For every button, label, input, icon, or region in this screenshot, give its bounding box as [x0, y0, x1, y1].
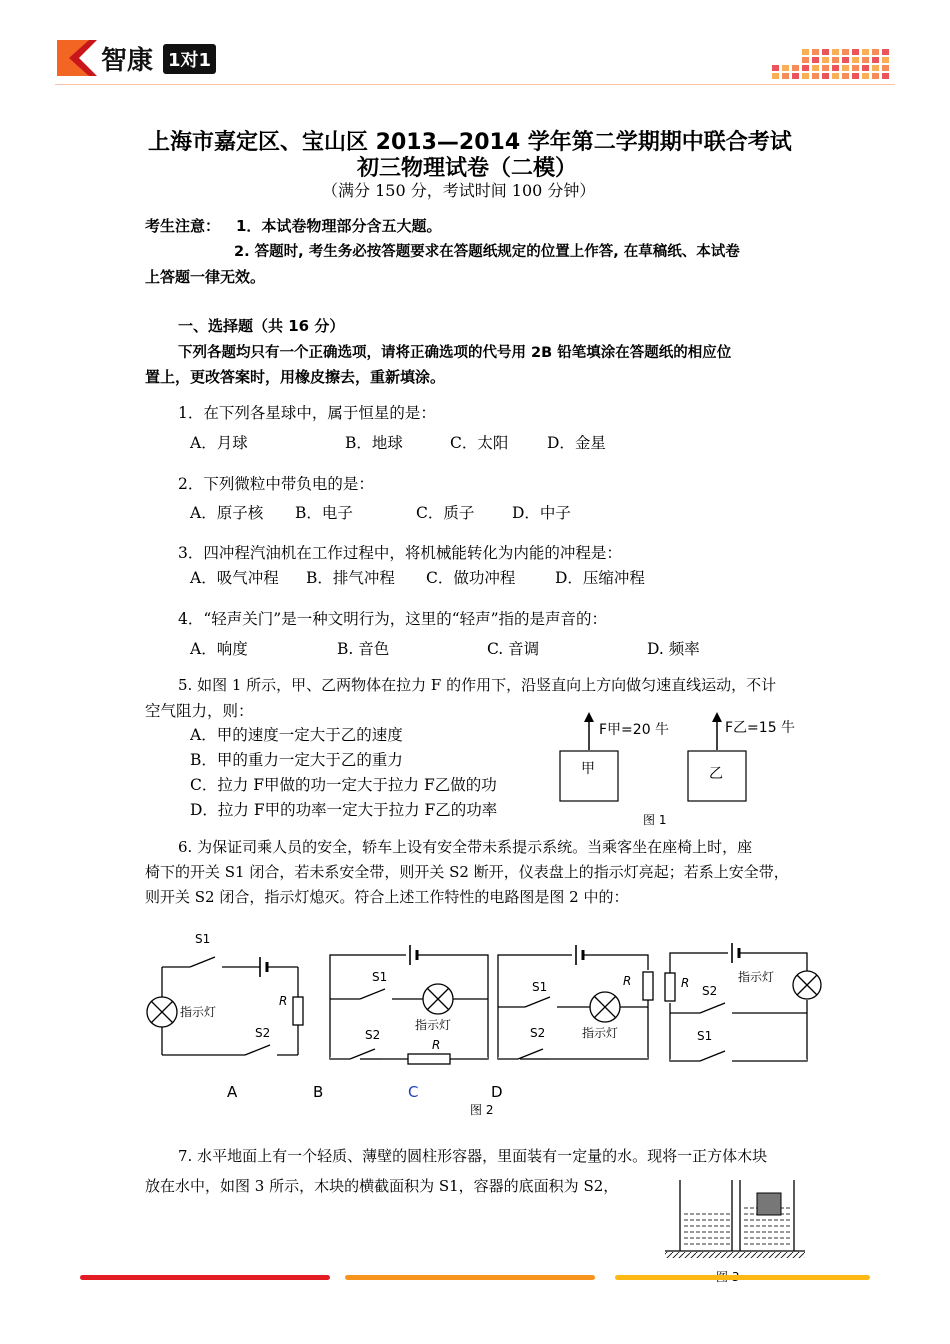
header-dot	[882, 73, 889, 79]
header-dot	[842, 49, 849, 55]
footer-bar-red	[80, 1275, 330, 1280]
q1-option-b: B．地球	[345, 434, 403, 452]
q3-option-b: B．排气冲程	[306, 569, 395, 587]
header-dot	[862, 49, 869, 55]
exam-title-line2: 初三物理试卷（二模）	[357, 156, 578, 181]
header-dot	[862, 73, 869, 79]
block-label-a: 甲	[581, 761, 595, 777]
header-dot	[872, 57, 879, 63]
q2-option-a: A．原子核	[190, 504, 264, 522]
q4-option-b: B. 音色	[337, 640, 390, 658]
q3-option-a: A．吸气冲程	[190, 569, 279, 587]
header-dot	[832, 73, 839, 79]
figure-2-caption: 图 2	[470, 1103, 494, 1117]
circuit-label-d: D	[491, 1083, 503, 1101]
circuit-d-lamp: 指示灯	[738, 970, 775, 984]
header-dot	[822, 65, 829, 71]
exam-title-line3: （满分 150 分，考试时间 100 分钟）	[322, 181, 596, 200]
notice-item2a: 2. 答题时, 考生务必按答题要求在答题纸规定的位置上作答, 在草稿纸、本试卷	[234, 244, 740, 260]
circuit-a-lamp: 指示灯	[180, 1005, 217, 1019]
header-dot	[822, 57, 829, 63]
circuit-label-a: A	[227, 1083, 238, 1101]
wood-block	[757, 1193, 781, 1215]
figure-1-caption: 图 1	[643, 813, 667, 827]
q4-option-c: C. 音调	[487, 640, 540, 658]
header-dot	[852, 73, 859, 79]
header-dot	[822, 73, 829, 79]
header-dot	[812, 73, 819, 79]
q6-stem-a: 6. 为保证司乘人员的安全，轿车上设有安全带未系提示系统。当乘客坐在座椅上时，座	[178, 838, 753, 856]
header-dot	[772, 73, 779, 79]
q1-option-d: D．金星	[547, 434, 606, 452]
circuit-c-s1: S1	[532, 980, 548, 994]
header-dot	[862, 57, 869, 63]
circuit-label-c: C	[408, 1083, 419, 1101]
header-dot	[872, 49, 879, 55]
q5-stem-a: 5. 如图 1 所示，甲、乙两物体在拉力 F 的作用下，沿竖直向上方向做匀速直线运动，不计	[178, 676, 777, 694]
section1-heading: 一、选择题（共 16 分）	[178, 317, 345, 335]
q4-stem: 4．“轻声关门”是一种文明行为，这里的“轻声”指的是声音的：	[178, 610, 608, 628]
header-dot	[882, 57, 889, 63]
header-dot	[832, 57, 839, 63]
circuit-d-r: R	[681, 976, 690, 990]
circuit-c	[498, 945, 653, 1059]
q1-option-c: C．太阳	[450, 434, 509, 452]
header-dot	[782, 73, 789, 79]
header-dot	[852, 65, 859, 71]
circuit-c-s2: S2	[530, 1026, 546, 1040]
q5-option-b: B．甲的重力一定大于乙的重力	[190, 751, 403, 769]
circuit-a-s1: S1	[195, 932, 211, 946]
header-dot	[832, 49, 839, 55]
circuit-b-s1: S1	[372, 970, 388, 984]
q4-option-d: D. 频率	[647, 640, 700, 658]
notice-label: 考生注意：	[145, 217, 221, 235]
header-dot	[842, 65, 849, 71]
header-dot	[882, 65, 889, 71]
q3-option-c: C．做功冲程	[426, 569, 516, 587]
force-label-b: F乙=15 牛	[725, 720, 796, 736]
header-dot	[832, 65, 839, 71]
block-label-b: 乙	[709, 766, 723, 782]
header-dot	[852, 49, 859, 55]
circuit-d	[665, 943, 821, 1061]
footer-bar-yellow	[615, 1275, 870, 1280]
header-dot	[862, 65, 869, 71]
circuit-c-r: R	[623, 974, 632, 988]
header-dot	[772, 65, 779, 71]
logo-mark-icon	[55, 38, 99, 78]
circuit-a-r: R	[279, 994, 288, 1008]
q3-stem: 3．四冲程汽油机在工作过程中，将机械能转化为内能的冲程是：	[178, 544, 622, 562]
header-dot	[842, 73, 849, 79]
q2-option-d: D．中子	[512, 504, 571, 522]
q5-option-d: D．拉力 F甲的功率一定大于拉力 F乙的功率	[190, 801, 498, 819]
header-dot	[802, 57, 809, 63]
circuit-d-s2: S2	[702, 984, 718, 998]
q4-option-a: A．响度	[190, 640, 248, 658]
section1-instr-a: 下列各题均只有一个正确选项，请将正确选项的代号用 2B 铅笔填涂在答题纸的相应位	[178, 345, 732, 361]
header-dot	[792, 65, 799, 71]
circuit-a-s2: S2	[255, 1026, 271, 1040]
arrow-head-a-icon	[584, 712, 594, 722]
footer-bar-orange	[345, 1275, 595, 1280]
water-left	[682, 1211, 730, 1249]
header-dot	[872, 65, 879, 71]
q6-stem-b: 椅下的开关 S1 闭合，若未系安全带，则开关 S2 断开，仪表盘上的指示灯亮起；若系上安全带，	[145, 863, 789, 881]
header-dot	[802, 65, 809, 71]
circuit-d-s1: S1	[697, 1029, 713, 1043]
circuit-b-s2: S2	[365, 1028, 381, 1042]
header-dot	[802, 73, 809, 79]
q7-stem-a: 7. 水平地面上有一个轻质、薄壁的圆柱形容器，里面装有一定量的水。现将一正方体木块	[178, 1147, 768, 1165]
circuit-b-r: R	[432, 1038, 441, 1052]
header-dot	[872, 73, 879, 79]
header-dot	[812, 57, 819, 63]
q5-stem-b: 空气阻力，则：	[145, 702, 254, 720]
q5-option-a: A．甲的速度一定大于乙的速度	[190, 726, 403, 744]
circuit-label-b: B	[313, 1083, 324, 1101]
circuit-b-lamp: 指示灯	[415, 1018, 452, 1032]
header-dot-pattern	[770, 48, 896, 82]
notice-item1: 1．本试卷物理部分含五大题。	[236, 217, 442, 235]
logo-text: 智康	[101, 46, 154, 76]
header-dot	[882, 49, 889, 55]
header-dot	[842, 57, 849, 63]
figure-3	[660, 1175, 810, 1285]
ground-hatch	[665, 1252, 805, 1258]
header-dot	[812, 49, 819, 55]
header-rule	[55, 84, 895, 85]
q2-option-c: C．质子	[416, 504, 475, 522]
figure-2	[140, 925, 830, 1125]
force-label-a: F甲=20 牛	[599, 722, 670, 738]
q6-stem-c: 则开关 S2 闭合，指示灯熄灭。符合上述工作特性的电路图是图 2 中的：	[145, 888, 629, 906]
header-dot	[802, 49, 809, 55]
figure-1	[555, 708, 815, 833]
arrow-head-b-icon	[712, 712, 722, 722]
header-dot	[812, 65, 819, 71]
q2-stem: 2．下列微粒中带负电的是：	[178, 475, 374, 493]
brand-logo	[55, 38, 225, 78]
q5-option-c: C．拉力 F甲做的功一定大于拉力 F乙做的功	[190, 776, 497, 794]
logo-badge: 1对1	[163, 44, 216, 74]
q2-option-b: B．电子	[295, 504, 353, 522]
circuit-c-lamp: 指示灯	[582, 1026, 619, 1040]
section1-instr-b: 置上，更改答案时，用橡皮擦去，重新填涂。	[145, 368, 446, 386]
q1-option-a: A．月球	[190, 434, 248, 452]
circuit-b	[330, 945, 488, 1064]
q3-option-d: D．压缩冲程	[555, 569, 645, 587]
header-dot	[852, 57, 859, 63]
header-dot	[822, 49, 829, 55]
q1-stem: 1．在下列各星球中，属于恒星的是：	[178, 404, 436, 422]
header-dot	[782, 65, 789, 71]
notice-item2b: 上答题一律无效。	[145, 268, 266, 286]
q7-stem-b: 放在水中，如图 3 所示，木块的横截面积为 S1，容器的底面积为 S2，	[145, 1177, 619, 1195]
exam-title-line1: 上海市嘉定区、宝山区 2013—2014 学年第二学期期中联合考试	[148, 130, 792, 155]
header-dot	[792, 73, 799, 79]
